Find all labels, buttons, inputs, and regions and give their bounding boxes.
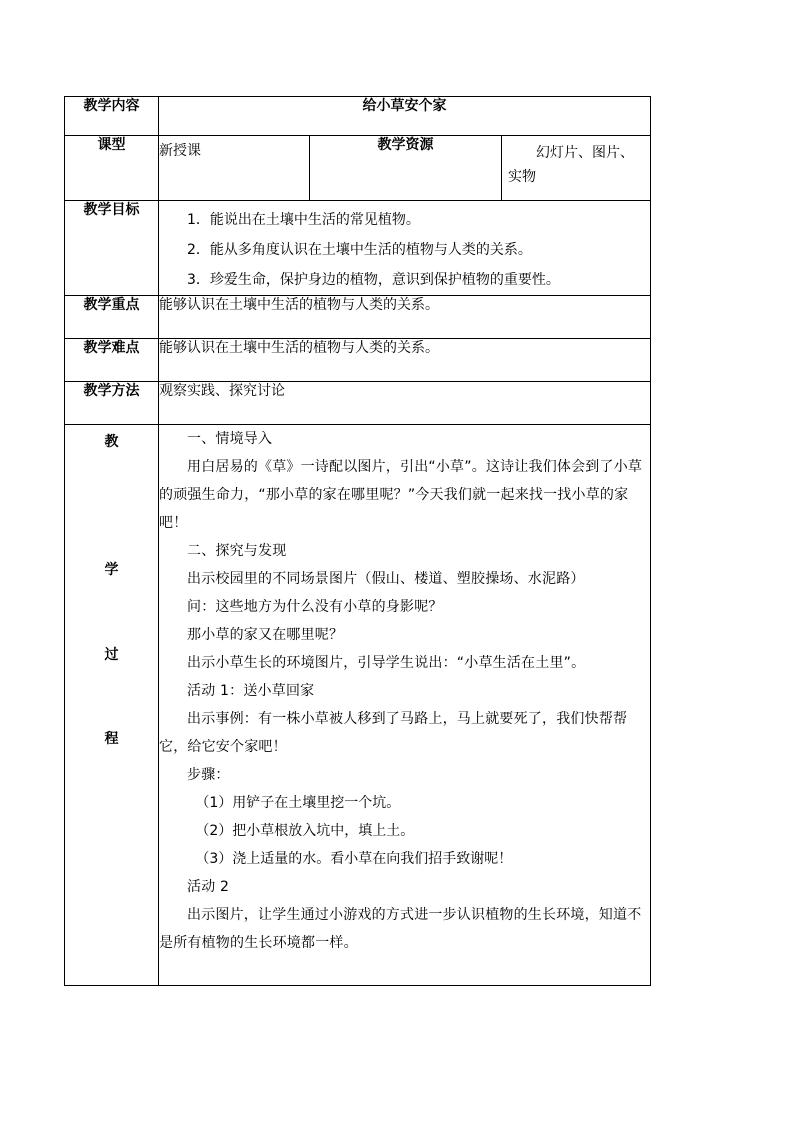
method-label: 教学方法 bbox=[65, 382, 159, 425]
goal-item: 1．能说出在土壤中生活的常见植物。 bbox=[187, 212, 420, 228]
table-row-goals bbox=[65, 201, 651, 296]
activity2-title: 活动 2 bbox=[187, 879, 230, 895]
activity1-text: 出示事例：有一株小草被人移到了马路上，马上就要死了，我们快帮帮它，给它安个家吧！ bbox=[159, 711, 628, 755]
goal-item: 2．能从多角度认识在土壤中生活的植物与人类的关系。 bbox=[187, 242, 532, 258]
process-label-char: 学 bbox=[104, 562, 119, 578]
step-item: （3）浇上适量的水。看小草在向我们招手致谢呢！ bbox=[195, 851, 513, 867]
intro-text: 用白居易的《草》一诗配以图片，引出“小草”。这诗让我们体会到了小草的顽强生命力，“那小草的家在哪里呢？”今天我们就一起来找一找小草的家吧！ bbox=[159, 459, 643, 531]
process-label-char: 教 bbox=[104, 434, 119, 450]
explore-text: 问：这些地方为什么没有小草的身影呢？ bbox=[187, 599, 443, 615]
explore-title: 二、探究与发现 bbox=[187, 543, 287, 559]
difficulty-value: 能够认识在土壤中生活的植物与人类的关系。 bbox=[159, 339, 651, 382]
goal-list bbox=[159, 201, 651, 296]
method-value: 观察实践、探究讨论 bbox=[159, 382, 651, 425]
explore-text: 出示校园里的不同场景图片（假山、楼道、塑胶操场、水泥路） bbox=[187, 571, 585, 587]
activity2-text: 出示图片，让学生通过小游戏的方式进一步认识植物的生长环境，知道不是所有植物的生长环境都一样。 bbox=[159, 907, 642, 951]
activity1-title: 活动 1：送小草回家 bbox=[187, 683, 315, 699]
table-row-difficulty bbox=[65, 339, 651, 382]
step-item: （1）用铲子在土壤里挖一个坑。 bbox=[195, 795, 401, 811]
resource-value: 幻灯片、图片、实物 bbox=[502, 136, 651, 201]
explore-text: 那小草的家又在哪里呢？ bbox=[187, 627, 344, 643]
type-value: 新授课 bbox=[159, 136, 310, 201]
key-label: 教学重点 bbox=[65, 296, 159, 339]
steps-title: 步骤： bbox=[187, 767, 230, 783]
difficulty-label: 教学难点 bbox=[65, 339, 159, 382]
key-value: 能够认识在土壤中生活的植物与人类的关系。 bbox=[159, 296, 651, 339]
process-label-char: 过 bbox=[104, 647, 119, 663]
type-label: 课型 bbox=[65, 136, 159, 201]
lesson-title: 给小草安个家 bbox=[159, 97, 651, 136]
table-row-content bbox=[65, 97, 651, 136]
table-row-key-points bbox=[65, 296, 651, 339]
table-row-method bbox=[65, 382, 651, 425]
lesson-plan-table bbox=[64, 96, 651, 986]
explore-text: 出示小草生长的环境图片，引导学生说出：“小草生活在土里”。 bbox=[187, 655, 586, 671]
table-row-type bbox=[65, 136, 651, 201]
process-label-char: 程 bbox=[104, 731, 119, 747]
process-body bbox=[159, 425, 651, 986]
goal-item: 3．珍爱生命，保护身边的植物，意识到保护植物的重要性。 bbox=[187, 272, 560, 288]
content-label: 教学内容 bbox=[65, 97, 159, 136]
process-label bbox=[65, 425, 159, 986]
goal-label: 教学目标 bbox=[65, 201, 159, 296]
intro-title: 一、情境导入 bbox=[187, 431, 273, 447]
resource-label: 教学资源 bbox=[310, 136, 502, 201]
step-item: （2）把小草根放入坑中，填上土。 bbox=[195, 823, 415, 839]
table-row-process bbox=[65, 425, 651, 986]
